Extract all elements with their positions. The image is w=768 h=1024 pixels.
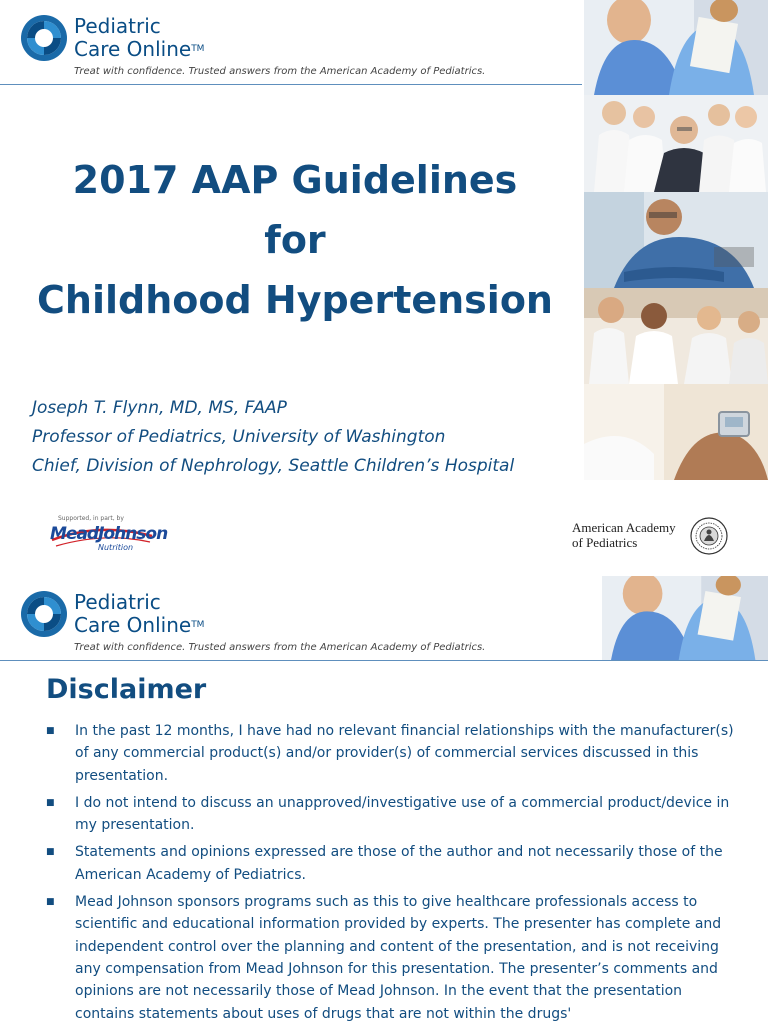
bullet-square-icon: ■ xyxy=(46,726,55,736)
disclaimer-slide xyxy=(0,576,768,1024)
photo-nurse-icon xyxy=(602,576,768,660)
bullet-square-icon: ■ xyxy=(46,797,55,808)
title-line-2: for xyxy=(264,218,326,262)
bullet-text: I do not intend to discuss an unapproved/investigative use of a commercial product/device in my presentation. xyxy=(75,794,730,834)
author-affiliation: Chief, Division of Nephrology, Seattle Children’s Hospital xyxy=(32,456,515,476)
disclaimer-list xyxy=(40,720,740,1024)
title-line-3: Childhood Hypertension xyxy=(37,278,553,322)
author-block xyxy=(32,394,514,481)
logo-name-line2: Care Online xyxy=(74,613,192,637)
tagline: Treat with confidence. Trusted answers from the American Academy of Pediatrics. xyxy=(74,66,486,77)
mead-johnson-logo-icon xyxy=(50,515,168,560)
bullet-text: Mead Johnson sponsors programs such as this to give healthcare professionals access to scientific and educational information provided by experts. The presenter has complete and independent control over the planning and content of the presentation, and is not receiving any compensation from Mead Johnson for this presentation. The presenter’s comments and opinions are not necessarily those of Mead Johnson. In the event that the presentation contains statements about uses of drugs that are not within the drugs' xyxy=(75,894,722,1022)
logo-name-line1: Pediatric xyxy=(74,590,161,614)
list-item xyxy=(40,792,740,837)
disclaimer-title: Disclaimer xyxy=(46,674,207,705)
list-item xyxy=(40,891,740,1024)
list-item xyxy=(40,720,740,787)
logo-name-line1: Pediatric xyxy=(74,14,161,38)
aap-line-1: American Academy xyxy=(572,520,676,535)
sponsor-sub: Nutrition xyxy=(98,543,134,552)
list-item xyxy=(40,841,740,886)
bullet-square-icon: ■ xyxy=(46,897,55,908)
tagline: Treat with confidence. Trusted answers from the American Academy of Pediatrics. xyxy=(74,642,486,653)
pediatric-care-online-logo-2 xyxy=(20,590,204,638)
pediatric-care-logo-icon xyxy=(20,14,68,62)
header-divider xyxy=(0,660,768,661)
author-position: Professor of Pediatrics, University of Washington xyxy=(32,427,446,447)
photo-device-icon xyxy=(584,384,768,480)
photo-doctors-group-icon xyxy=(584,95,768,192)
aap-wordmark xyxy=(572,520,676,550)
sponsor-supported-text: Supported, in part, by xyxy=(58,515,124,522)
aap-seal-icon xyxy=(690,517,728,555)
photo-clinicians-icon xyxy=(584,288,768,384)
header-divider xyxy=(0,84,582,85)
bullet-text: Statements and opinions expressed are those of the author and not necessarily those of the American Academy of Pediatrics. xyxy=(75,844,723,883)
aap-line-2: of Pediatrics xyxy=(572,535,638,550)
bullet-text: In the past 12 months, I have had no relevant financial relationships with the manufacturer(s) of any commercial product(s) and/or provider(s) of commercial services discussed in this presentation. xyxy=(75,723,734,784)
pediatric-care-logo-icon xyxy=(20,590,68,638)
trademark: TM xyxy=(191,620,205,630)
photo-nurse-icon xyxy=(584,0,768,95)
trademark: TM xyxy=(191,44,205,54)
bullet-square-icon: ■ xyxy=(46,847,55,858)
title-line-1: 2017 AAP Guidelines xyxy=(72,158,518,202)
slide-title xyxy=(20,150,570,330)
logo-name-line2: Care Online xyxy=(74,37,192,61)
sponsor-name: MeadJohnson xyxy=(50,524,168,544)
author-name: Joseph T. Flynn, MD, MS, FAAP xyxy=(32,398,287,418)
pediatric-care-online-logo xyxy=(20,14,204,62)
photo-patient-icon xyxy=(584,192,768,288)
